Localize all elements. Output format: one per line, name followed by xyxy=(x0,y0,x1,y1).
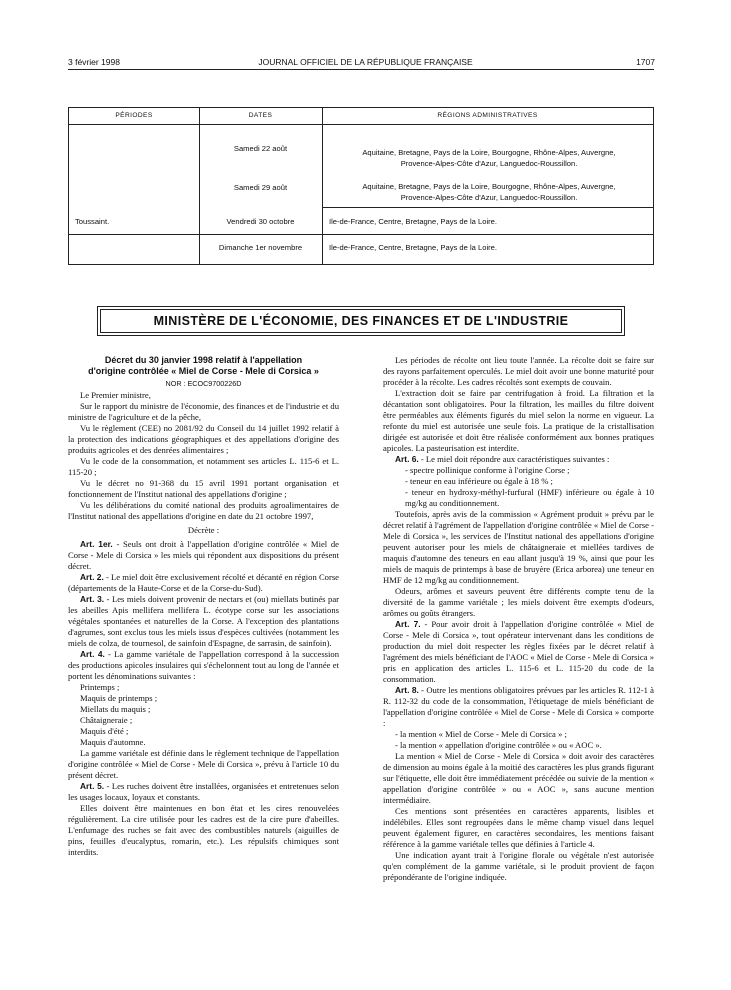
list-item: - teneur en hydroxy-méthyl-furfural (HMF) inférieure ou égale à 10 mg/kg au conditionnement. xyxy=(405,487,654,508)
table-cell-period: Toussaint. xyxy=(75,217,110,226)
article-5 xyxy=(68,781,339,803)
paragraph: L'extraction doit se faire par centrifugation à froid. La filtration et la décantation sont obligatoires. Pour la filtration, les mailles du filtre doivent être perméables aux éléments figurés du miel selon la norme en vigueur. La refonte du miel est autorisée une seule fois. La pratique de la cristallisation dirigée est autorisée et doit être réalisée conformément aux bonnes pratiques apicoles. La pasteurisation est interdite. xyxy=(383,388,654,453)
paragraph: La gamme variétale est définie dans le règlement technique de l'appellation d'origine contrôlée « Miel de Corse - Mele di Corsica », prévu à l'article 10 du présent décret. xyxy=(68,748,339,780)
right-column xyxy=(383,355,654,883)
article-label: Art. 3. xyxy=(80,594,105,604)
article-7 xyxy=(383,619,654,685)
article-label: Art. 7. xyxy=(395,619,421,629)
article-label: Art. 2. xyxy=(80,572,104,582)
ministry-banner: MINISTÈRE DE L'ÉCONOMIE, DES FINANCES ET DE L'INDUSTRIE xyxy=(100,309,622,333)
article-label: Art. 4. xyxy=(80,649,105,659)
header-divider xyxy=(69,124,653,125)
nor-reference: NOR : ECOC9700226D xyxy=(165,379,242,388)
list-item: - teneur en eau inférieure ou égale à 18 % ; xyxy=(405,476,553,486)
article-label: Art. 8. xyxy=(395,685,419,695)
paragraph: Toutefois, après avis de la commission « Agrément produit » prévu par le décret relatif à l'agrément de l'appellation d'origine contrôlée « Miel de Corse - Mele di Corsica », les services de l'Institut national des appellations d'origine peuvent autoriser pour les miels de châtaigneraie et miellées tardives de maquis d'automne des teneurs en eau allant jusqu'à 19 %, ainsi que pour les miels de maquis de printemps à base de bruyère (Erica arborea) une teneur en HMF de 12 mg/kg au conditionnement. xyxy=(383,509,654,585)
list-item: Maquis d'été ; xyxy=(80,726,129,736)
article-3 xyxy=(68,594,339,649)
paragraph: Vu le décret no 91-368 du 15 avril 1991 portant organisation et fonctionnement de l'Institut national des appellations d'origine ; xyxy=(68,478,339,499)
article-text: - Les ruches doivent être installées, organisées et entretenues selon les usages locaux, loyaux et constants. xyxy=(68,781,339,802)
decree-title-line: d'origine contrôlée « Miel de Corse - Mele di Corsica » xyxy=(88,366,319,376)
list-item: Maquis de printemps ; xyxy=(80,693,158,703)
header-rule xyxy=(68,69,654,70)
regions-line: Provence-Alpes-Côte d'Azur, Languedoc-Roussillon. xyxy=(400,193,578,202)
table-cell-date: Dimanche 1er novembre xyxy=(218,243,303,252)
table-cell-date: Samedi 29 août xyxy=(233,183,288,192)
paragraph: Ces mentions sont présentées en caractères apparents, lisibles et indélébiles. Elles sont regroupées dans le même champ visuel dans lequel peuvent également figurer, en caractères secondaires, les mentions faisant référence à la gamme variétale telles que définies à l'article 4. xyxy=(383,806,654,849)
article-label: Art. 6. xyxy=(395,454,419,464)
article-text: - Le miel doit répondre aux caractéristiques suivantes : xyxy=(418,454,610,464)
column-header-dates: DATES xyxy=(248,112,273,119)
decrete-heading: Décrète : xyxy=(187,525,220,535)
column-header-regions: RÉGIONS ADMINISTRATIVES xyxy=(437,112,538,119)
paragraph: Les périodes de récolte ont lieu toute l'année. La récolte doit se faire sur des rayons parfaitement operculés. Le miel doit avoir une bonne maturité pour procéder à la récolte. Les cadres récoltés sont exempts de couvain. xyxy=(383,355,654,387)
paragraph: Vu le règlement (CEE) no 2081/92 du Conseil du 14 juillet 1992 relatif à la protection des indications géographiques et des appellations d'origine des produits agricoles et des denrées alimentaires ; xyxy=(68,423,339,455)
article-text: - Pour avoir droit à l'appellation d'origine contrôlée « Miel de Corse - Mele di Corsica », tout opérateur intervenant dans les conditions de production du miel doit respecter les règles fixées par le décret relatif à l'agrément des miels bénéficiant de l'AOC « Miel de Corse - Mele di Corsica » pris en application des articles L. 115-6 et L. 115-20 du code de la consommation. xyxy=(383,619,654,684)
paragraph: Odeurs, arômes et saveurs peuvent être différents compte tenu de la diversité de la gamme variétale ; les miels doivent être exempts d'odeurs, arômes ou goûts étrangers. xyxy=(383,586,654,618)
list-item: Maquis d'automne. xyxy=(80,737,146,747)
paragraph: Le Premier ministre, xyxy=(80,390,151,400)
article-text: - Seuls ont droit à l'appellation d'origine contrôlée « Miel de Corse - Mele di Corsica » les miels qui répondent aux dispositions du présent décret. xyxy=(68,539,339,571)
article-label: Art. 1er. xyxy=(80,539,113,549)
article-1 xyxy=(68,539,339,572)
paragraph: Sur le rapport du ministre de l'économie, des finances et de l'industrie et du ministre de l'agriculture et de la pêche, xyxy=(68,401,339,422)
paragraph: La mention « Miel de Corse - Mele di Corsica » doit avoir des caractères de dimension au moins égale à la moitié des caractères les plus grands figurant sur l'étiquette, elle doit être immédiatement précédée ou suivie de la mention « appellation d'origine contrôlée » ou « AOC », sans aucune mention intermédiaire. xyxy=(383,751,654,805)
article-label: Art. 5. xyxy=(80,781,105,791)
paragraph: Elles doivent être maintenues en bon état et les cires renouvelées régulièrement. La cire utilisée pour les cadres est de la cire pure d'abeilles. L'enfumage des ruches se fait avec des combustibles naturels (aiguilles de pins, feuilles d'eucalyptus, romarin, etc.). Les répulsifs chimiques sont interdits. xyxy=(68,803,339,857)
row-divider xyxy=(322,207,653,208)
list-item: Miellats du maquis ; xyxy=(80,704,151,714)
regions-line: Aquitaine, Bretagne, Pays de la Loire, Bourgogne, Rhône-Alpes, Auvergne, xyxy=(362,182,616,191)
list-item: Printemps ; xyxy=(80,682,120,692)
list-item: Châtaigneraie ; xyxy=(80,715,133,725)
regions-line: Aquitaine, Bretagne, Pays de la Loire, Bourgogne, Rhône-Alpes, Auvergne, xyxy=(362,148,616,157)
article-4 xyxy=(68,649,339,682)
article-text: - Outre les mentions obligatoires prévues par les articles R. 112-1 à R. 112-32 du code de la consommation, l'étiquetage de miels bénéficiant de l'appellation d'origine contrôlée « Miel de Corse - Mele di Corsica » comporte : xyxy=(383,685,654,728)
list-item: - spectre pollinique conforme à l'origine Corse ; xyxy=(405,465,570,475)
article-6 xyxy=(383,454,654,465)
row-divider xyxy=(69,234,653,235)
article-text: - Le miel doit être exclusivement récolté et décanté en région Corse (départements de la Haute-Corse et de la Corse-du-Sud). xyxy=(68,572,339,593)
list-item: - la mention « Miel de Corse - Mele di Corsica » ; xyxy=(395,729,567,739)
article-text: - La gamme variétale de l'appellation correspond à la succession des productions apicoles insulaires qui s'échelonnent tout au long de l'année et portent les dénominations suivantes : xyxy=(68,649,339,681)
regions-line: Provence-Alpes-Côte d'Azur, Languedoc-Roussillon. xyxy=(400,159,578,168)
school-holidays-table xyxy=(68,107,654,265)
page-number: 1707 xyxy=(636,57,655,67)
left-column xyxy=(68,355,339,858)
table-cell-regions: Ile-de-France, Centre, Bretagne, Pays de la Loire. xyxy=(329,217,497,226)
list-item: - la mention « appellation d'origine contrôlée » ou « AOC ». xyxy=(395,740,602,750)
article-8 xyxy=(383,685,654,729)
table-cell-date: Vendredi 30 octobre xyxy=(226,217,295,226)
table-cell-regions xyxy=(327,181,651,203)
column-header-periodes: PÉRIODES xyxy=(115,112,153,119)
header-date: 3 février 1998 xyxy=(68,57,120,67)
table-cell-regions: Ile-de-France, Centre, Bretagne, Pays de la Loire. xyxy=(329,243,497,252)
article-text: - Les miels doivent provenir de nectars et (ou) miellats butinés par les abeilles Apis mellifera mellifera L. écotype corse sur les associations végétales spontanées et naturelles de la Corse. A l'exception des plantations d'agrumes, sont exclus tous les miels issus d'espèces cultivées (notamment les miels de colza, de tournesol, de sainfoin d'Espagne, de sarrasin, de sainfoin). xyxy=(68,594,339,648)
paragraph: Vu les délibérations du comité national des produits agroalimentaires de l'Institut national des appellations d'origine en date du 21 octobre 1997, xyxy=(68,500,339,521)
paragraph: Vu le code de la consommation, et notamment ses articles L. 115-6 et L. 115-20 ; xyxy=(68,456,339,477)
decree-title-line: Décret du 30 janvier 1998 relatif à l'appellation xyxy=(104,355,303,365)
table-cell-regions xyxy=(327,147,651,169)
journal-title: JOURNAL OFFICIEL DE LA RÉPUBLIQUE FRANÇAISE xyxy=(258,57,473,67)
paragraph: Une indication ayant trait à l'origine florale ou végétale n'est autorisée qu'en complément de la gamme variétale, si le produit provient de façon prépondérante de l'origine indiquée. xyxy=(383,850,654,882)
column-divider xyxy=(322,108,323,264)
article-2 xyxy=(68,572,339,594)
table-cell-date: Samedi 22 août xyxy=(233,144,288,153)
